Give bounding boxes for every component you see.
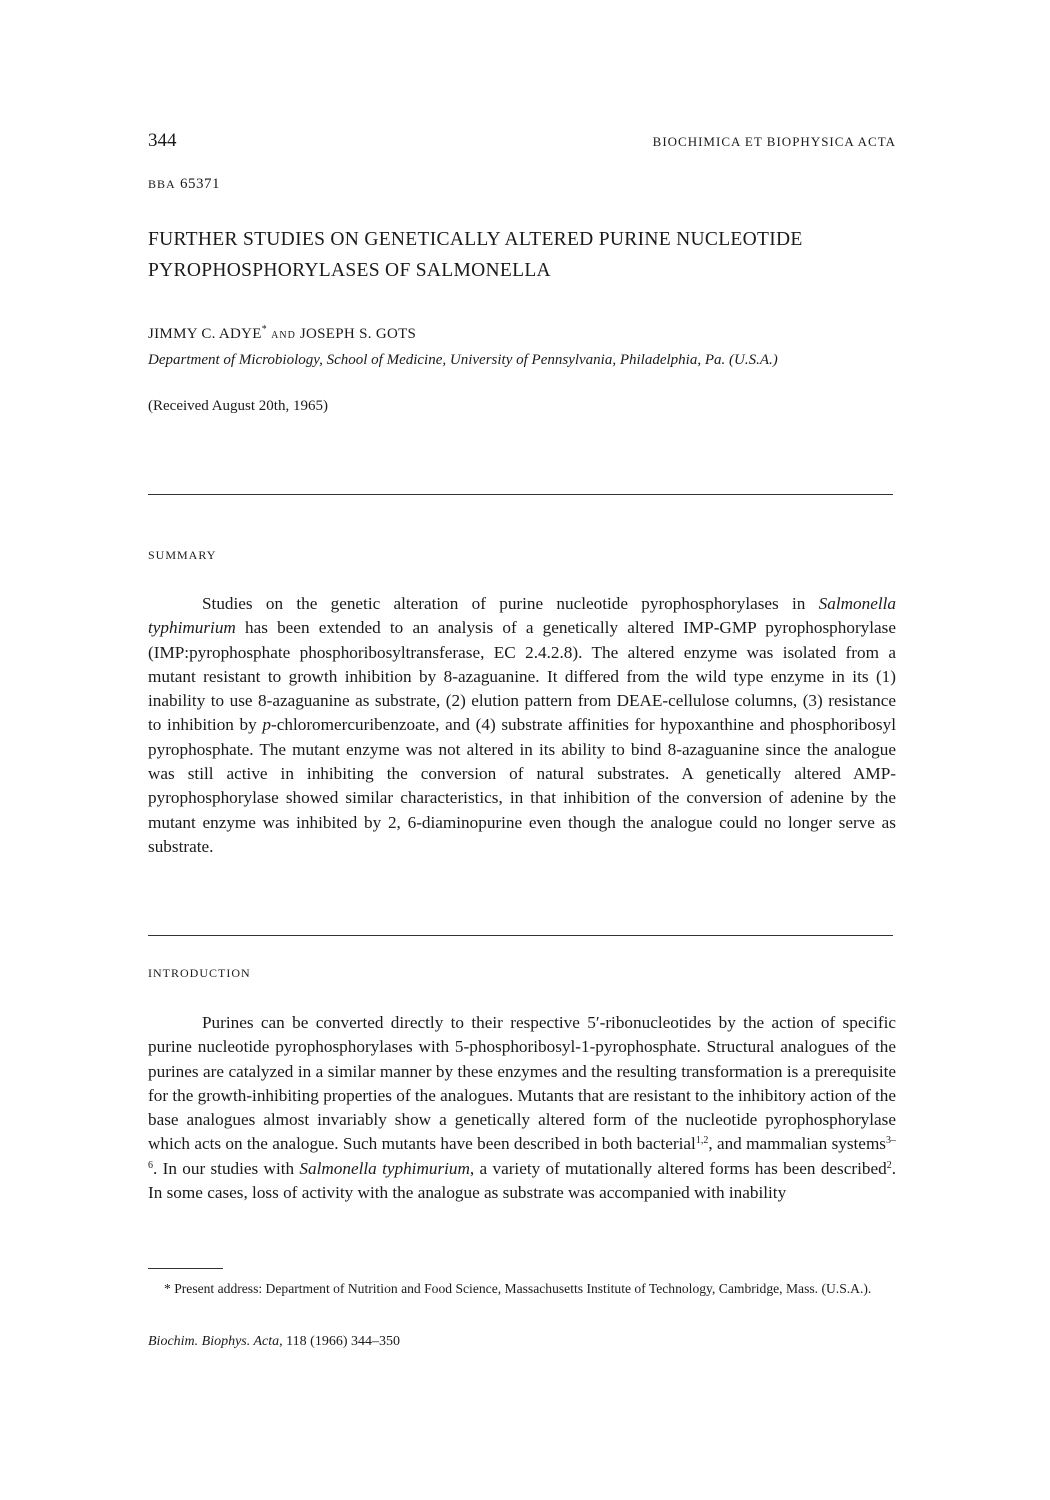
author-footnote-mark: * xyxy=(261,324,268,335)
footnote-mark: * xyxy=(164,1281,171,1296)
text-run: . In our studies with xyxy=(153,1158,300,1178)
citation-footer xyxy=(148,1334,400,1350)
text-run: Studies on the genetic alteration of purine nucleotide pyrophosphorylases in xyxy=(202,594,819,613)
running-head xyxy=(148,130,896,152)
author-joiner: AND xyxy=(271,330,296,341)
text-run: . In some cases, loss of activity with the analogue as substrate was accompanied with inability xyxy=(148,1158,896,1203)
footnote xyxy=(148,1280,896,1298)
article-id-number: 65371 xyxy=(179,176,220,192)
footnote-text: Present address: Department of Nutrition and Food Science, Massachusetts Institute of Technology, Cambridge, Mass. (U.S.A.). xyxy=(170,1281,872,1296)
text-run: -chloromercuribenzoate, and (4) substrate affinities for hypoxanthine and phosphoribosyl pyrophosphate. The mutant enzyme was not altered in its ability to bind 8-azaguanine since the analogue was still active in inhibiting the conversion of natural substrates. A genetically altered AMP-pyrophosphorylase showed similar characteristics, in that inhibition of the conversion of adenine by the mutant enzyme was inhibited by 2, 6-diaminopurine even though the analogue could no longer serve as substrate. xyxy=(148,715,896,856)
journal-name: BIOCHIMICA ET BIOPHYSICA ACTA xyxy=(652,134,896,149)
footnote-rule xyxy=(148,1268,223,1269)
reference-marker: 1,2 xyxy=(695,1135,709,1147)
introduction-heading: INTRODUCTION xyxy=(148,966,251,980)
article-id xyxy=(148,176,220,193)
text-run: has been extended to an analysis of a genetically altered IMP-GMP pyrophosphorylase (IMP:pyrophosphate phosphoribosyltransferase, EC 2.4.2.8). The altered enzyme was isolated from a mutant resistant to growth inhibition by 8-azaguanine. It differed from the wild type enzyme in its (1) inability to use 8-azaguanine as substrate, (2) elution pattern from DEAE-cellulose columns, (3) resistance to inhibition by xyxy=(148,618,896,735)
italic-run: Salmonella typhimurium xyxy=(148,594,896,638)
text-run: , a variety of mutationally altered forms has been described xyxy=(469,1158,887,1178)
section-divider xyxy=(148,935,893,936)
page-number: 344 xyxy=(148,130,177,151)
author-name: JOSEPH S. GOTS xyxy=(299,326,417,342)
summary-paragraph xyxy=(148,592,896,859)
author-line xyxy=(148,326,416,343)
article-id-prefix: BBA xyxy=(148,177,176,191)
introduction-paragraph xyxy=(148,1011,896,1205)
italic-run: p xyxy=(262,715,272,735)
summary-heading: SUMMARY xyxy=(148,548,217,562)
citation-details: 118 (1966) 344–350 xyxy=(282,1334,400,1349)
author-name: JIMMY C. ADYE xyxy=(148,326,262,342)
section-divider xyxy=(148,494,893,495)
text-run: , and mammalian systems xyxy=(708,1134,886,1154)
text-run: Purines can be converted directly to their respective 5′-ribonucleotides by the action of specific purine nucleotide pyrophosphorylases with 5-phosphoribosyl-1-pyrophosphate. Structural analogues of the purines are catalyzed in a similar manner by these enzymes and the resulting transformation is a prerequisite for the growth-inhibiting properties of the analogues. Mutants that are resistant to the inhibitory action of the base analogues almost invariably show a genetically altered form of the nucleotide pyrophosphorylase which acts on the analogue. Such mutants have been described in both bacterial xyxy=(148,1013,896,1154)
article-title: FURTHER STUDIES ON GENETICALLY ALTERED PURINE NUCLEOTIDE PYROPHOSPHORYLASES OF SALMONELLA xyxy=(148,229,803,281)
italic-run: Salmonella typhimurium xyxy=(299,1158,470,1178)
reference-marker: 3–6 xyxy=(148,1135,896,1171)
reference-marker: 2 xyxy=(886,1159,892,1171)
received-date: (Received August 20th, 1965) xyxy=(148,398,328,414)
affiliation: Department of Microbiology, School of Medicine, University of Pennsylvania, Philadelphia, Pa. (U.S.A.) xyxy=(148,352,778,368)
citation-journal: Biochim. Biophys. Acta, xyxy=(148,1334,283,1349)
